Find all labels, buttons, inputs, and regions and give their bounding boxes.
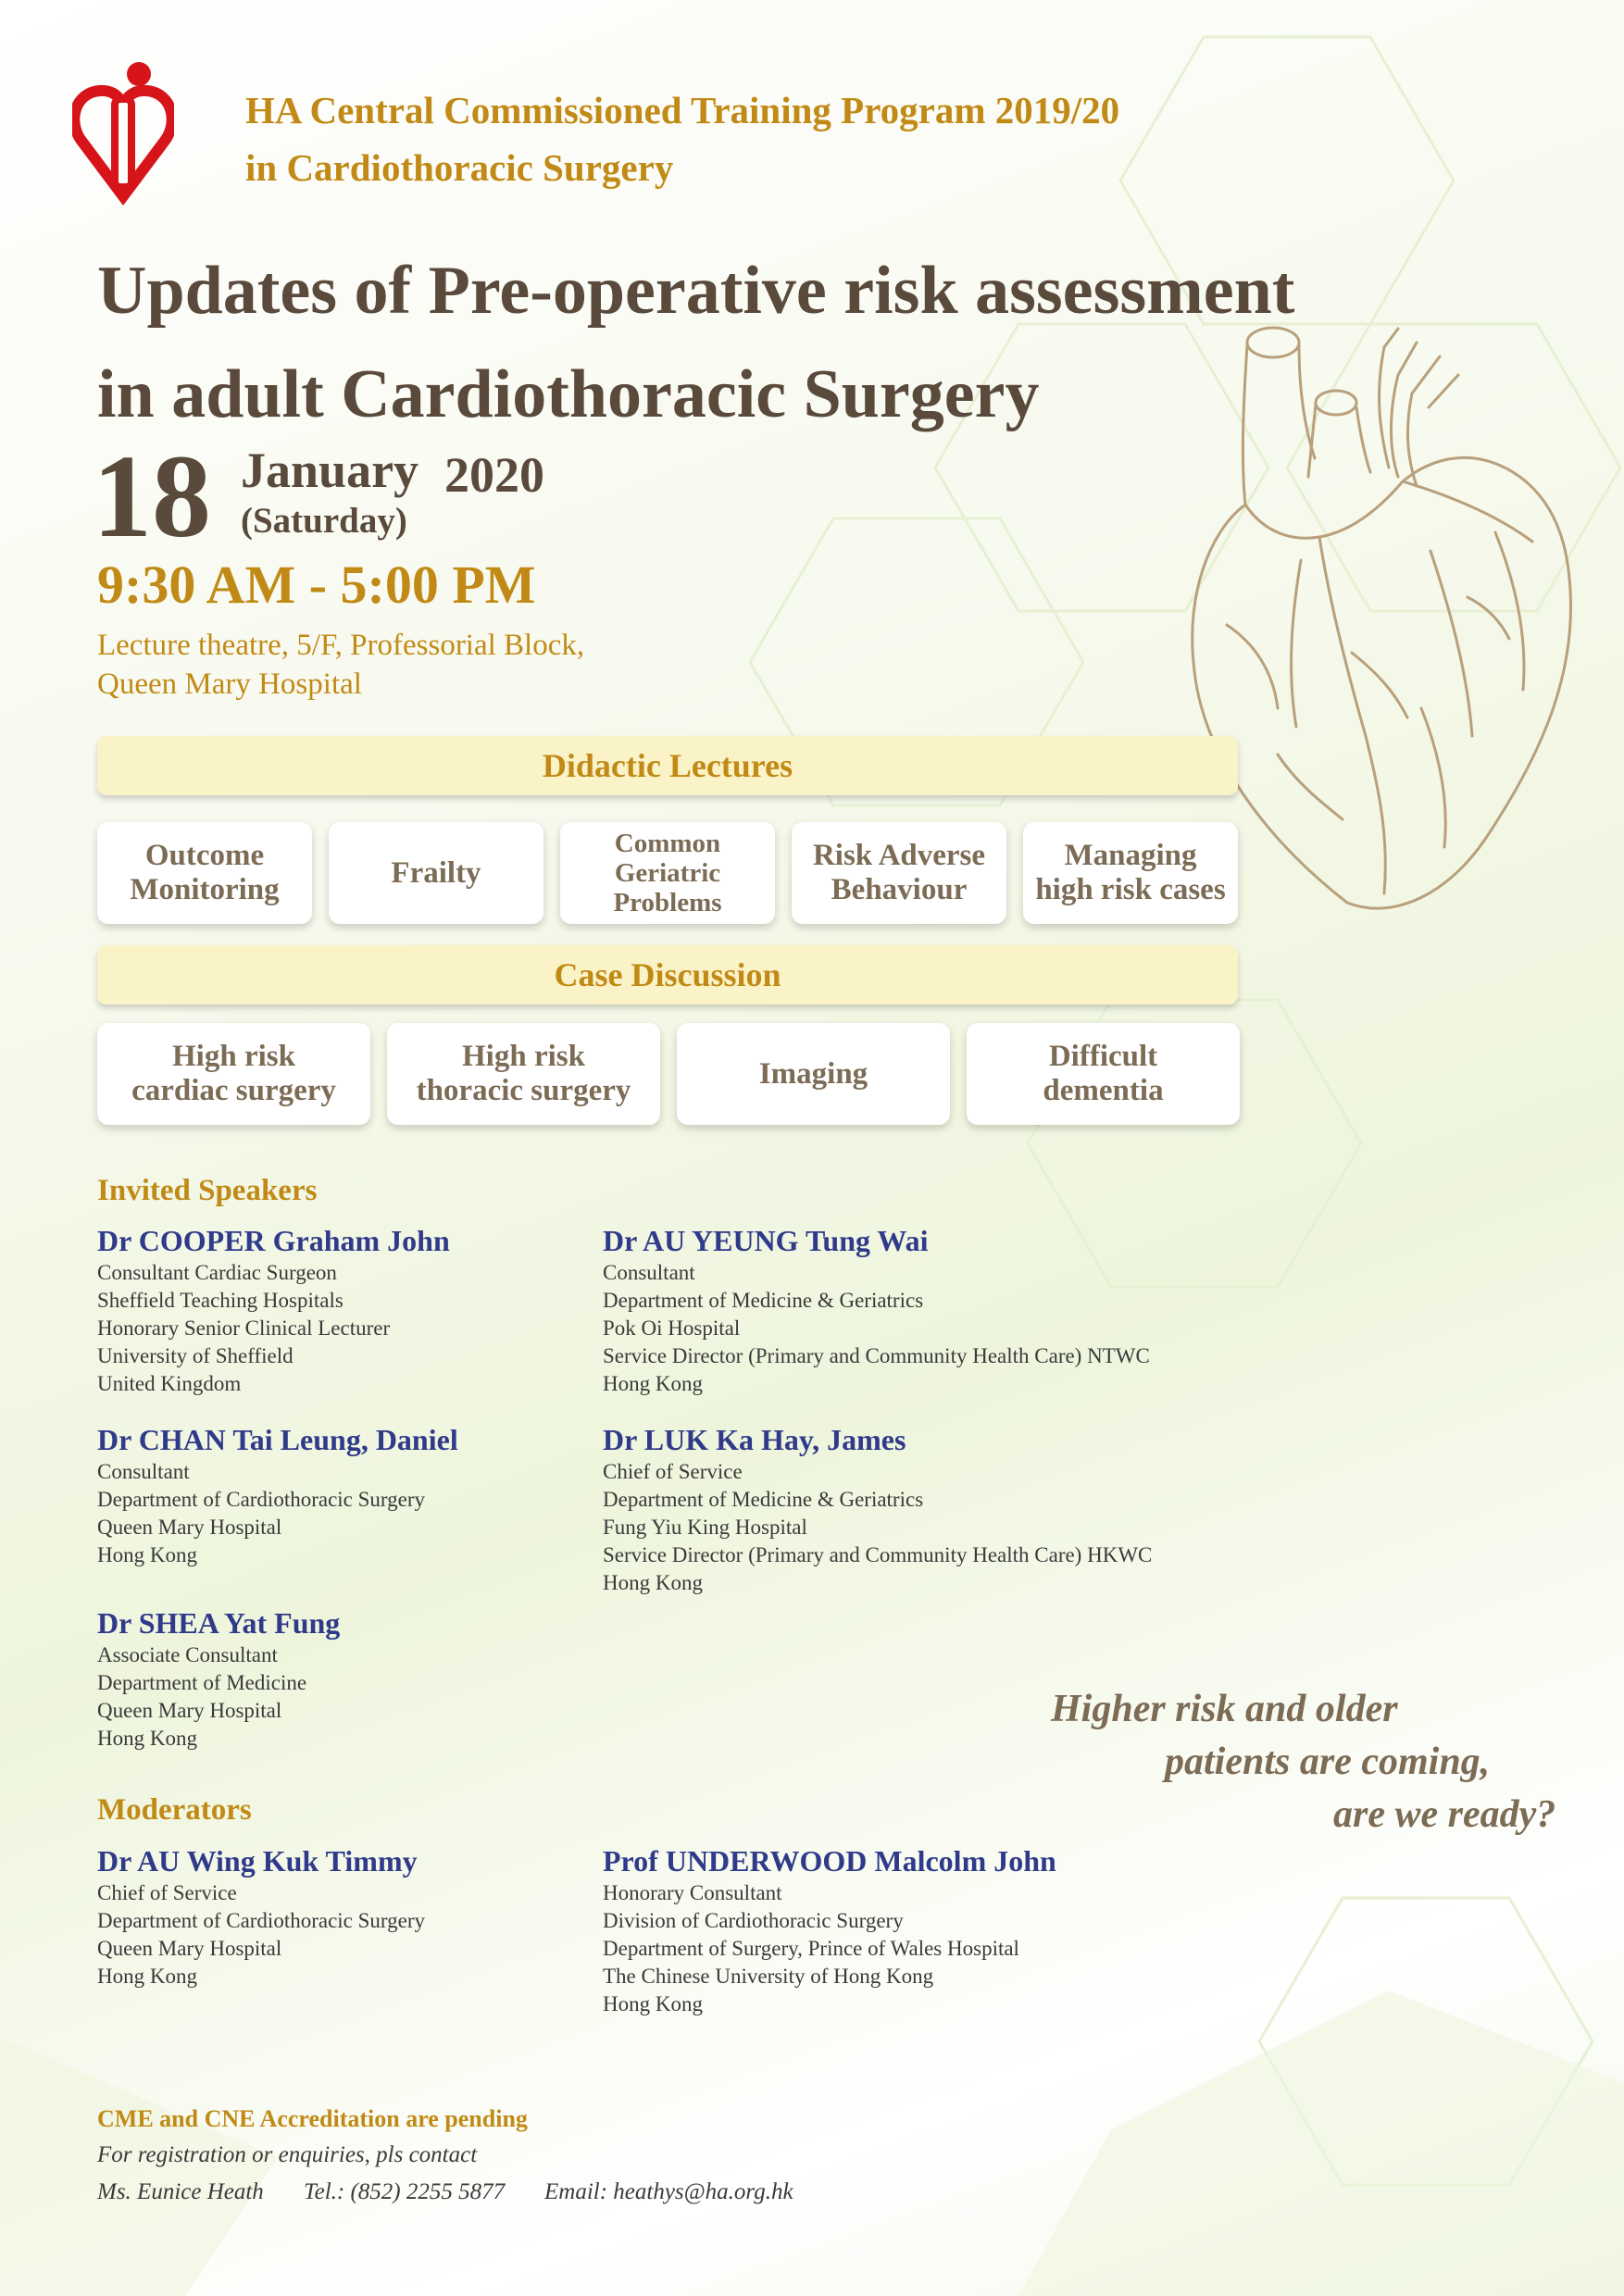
speaker-detail: Pok Oi Hospital [603, 1316, 741, 1340]
speaker-block [603, 1222, 1150, 1398]
contact-email: Email: heathys@ha.org.hk [544, 2179, 793, 2204]
case-card: Imaging [677, 1023, 950, 1125]
speaker-detail: Hong Kong [603, 1571, 703, 1594]
speaker-detail: Consultant [97, 1460, 190, 1483]
speaker-detail: Hong Kong [603, 1372, 703, 1395]
speaker-name: Dr SHEA Yat Fung [97, 1606, 341, 1640]
event-year: 2020 [444, 447, 544, 503]
speaker-detail: Hong Kong [97, 1543, 197, 1566]
venue-line-1: Lecture theatre, 5/F, Professorial Block, [97, 629, 585, 662]
speaker-name: Dr CHAN Tai Leung, Daniel [97, 1423, 458, 1456]
speaker-detail: Consultant [603, 1261, 695, 1284]
moderator-detail: The Chinese University of Hong Kong [603, 1965, 934, 1988]
contact-tel: Tel.: (852) 2255 5877 [304, 2179, 506, 2204]
moderator-name: Prof UNDERWOOD Malcolm John [603, 1844, 1056, 1878]
moderator-detail: Hong Kong [603, 1992, 703, 2015]
lecture-card: Frailty [329, 822, 543, 924]
speaker-block [97, 1421, 458, 1569]
moderator-detail: Division of Cardiothoracic Surgery [603, 1909, 904, 1932]
speaker-detail: Queen Mary Hospital [97, 1516, 282, 1539]
moderator-detail: Department of Surgery, Prince of Wales Hospital [603, 1937, 1019, 1960]
accreditation-note: CME and CNE Accreditation are pending [97, 2105, 528, 2132]
speaker-block [97, 1222, 450, 1398]
speaker-detail: Consultant Cardiac Surgeon [97, 1261, 337, 1284]
speaker-name: Dr LUK Ka Hay, James [603, 1423, 906, 1456]
speaker-detail: Sheffield Teaching Hospitals [97, 1289, 344, 1312]
case-discussion-header: Case Discussion [97, 945, 1238, 1004]
case-card: High risk cardiac surgery [97, 1023, 370, 1125]
moderator-detail: Chief of Service [97, 1881, 237, 1904]
event-venue [97, 626, 584, 704]
speaker-name: Dr COOPER Graham John [97, 1224, 450, 1257]
speaker-detail: United Kingdom [97, 1372, 242, 1395]
tagline-line-1: Higher risk and older [1051, 1688, 1398, 1730]
speaker-detail: Queen Mary Hospital [97, 1699, 282, 1722]
tagline-line-2: patients are coming, [1165, 1741, 1491, 1783]
moderators-heading: Moderators [97, 1793, 252, 1827]
moderator-detail: Honorary Consultant [603, 1881, 782, 1904]
lecture-card: Managing high risk cases [1023, 822, 1238, 924]
speaker-detail: Department of Medicine [97, 1671, 307, 1694]
speaker-detail: Department of Medicine & Geriatrics [603, 1289, 924, 1312]
case-card: Difficult dementia [967, 1023, 1240, 1125]
didactic-lectures-header: Didactic Lectures [97, 736, 1238, 795]
speaker-detail: Hong Kong [97, 1727, 197, 1750]
registration-note: For registration or enquiries, pls contact [97, 2142, 478, 2167]
moderator-detail: Hong Kong [97, 1965, 197, 1988]
event-weekday: (Saturday) [241, 501, 407, 541]
event-month: January [241, 443, 419, 498]
title-line-2: in adult Cardiothoracic Surgery [97, 356, 1040, 432]
tagline-line-3: are we ready? [1333, 1793, 1556, 1836]
speaker-detail: Fung Yiu King Hospital [603, 1516, 807, 1539]
speaker-detail: Associate Consultant [97, 1643, 278, 1666]
moderator-detail: Queen Mary Hospital [97, 1937, 282, 1960]
speaker-detail: University of Sheffield [97, 1344, 294, 1367]
speaker-name: Dr AU YEUNG Tung Wai [603, 1224, 929, 1257]
program-line-2: in Cardiothoracic Surgery [245, 146, 674, 189]
program-line-1: HA Central Commissioned Training Program 2019/20 [245, 89, 1120, 131]
program-title [245, 81, 1119, 196]
event-time: 9:30 AM - 5:00 PM [97, 555, 536, 615]
moderator-block [603, 1842, 1056, 2018]
moderator-name: Dr AU Wing Kuk Timmy [97, 1844, 418, 1878]
moderator-detail: Department of Cardiothoracic Surgery [97, 1909, 426, 1932]
lecture-card: Outcome Monitoring [97, 822, 312, 924]
speaker-detail: Service Director (Primary and Community Health Care) NTWC [603, 1344, 1150, 1367]
speaker-detail: Honorary Senior Clinical Lecturer [97, 1316, 391, 1340]
moderator-block [97, 1842, 425, 1990]
speaker-block [97, 1604, 340, 1753]
invited-speakers-heading: Invited Speakers [97, 1174, 318, 1207]
contact-name: Ms. Eunice Heath [97, 2179, 264, 2204]
event-day: 18 [93, 430, 211, 562]
speaker-detail: Chief of Service [603, 1460, 743, 1483]
heart-illustration [1190, 319, 1597, 921]
lecture-card: Common Geriatric Problems [560, 822, 775, 924]
speaker-detail: Service Director (Primary and Community Health Care) HKWC [603, 1543, 1153, 1566]
title-line-1: Updates of Pre-operative risk assessment [97, 253, 1295, 329]
speaker-detail: Department of Medicine & Geriatrics [603, 1488, 924, 1511]
ha-logo-icon [72, 57, 174, 206]
speaker-detail: Department of Cardiothoracic Surgery [97, 1488, 426, 1511]
lecture-card: Risk Adverse Behaviour [792, 822, 1006, 924]
venue-line-2: Queen Mary Hospital [97, 668, 362, 701]
speaker-block [603, 1421, 1152, 1597]
case-card: High risk thoracic surgery [387, 1023, 660, 1125]
